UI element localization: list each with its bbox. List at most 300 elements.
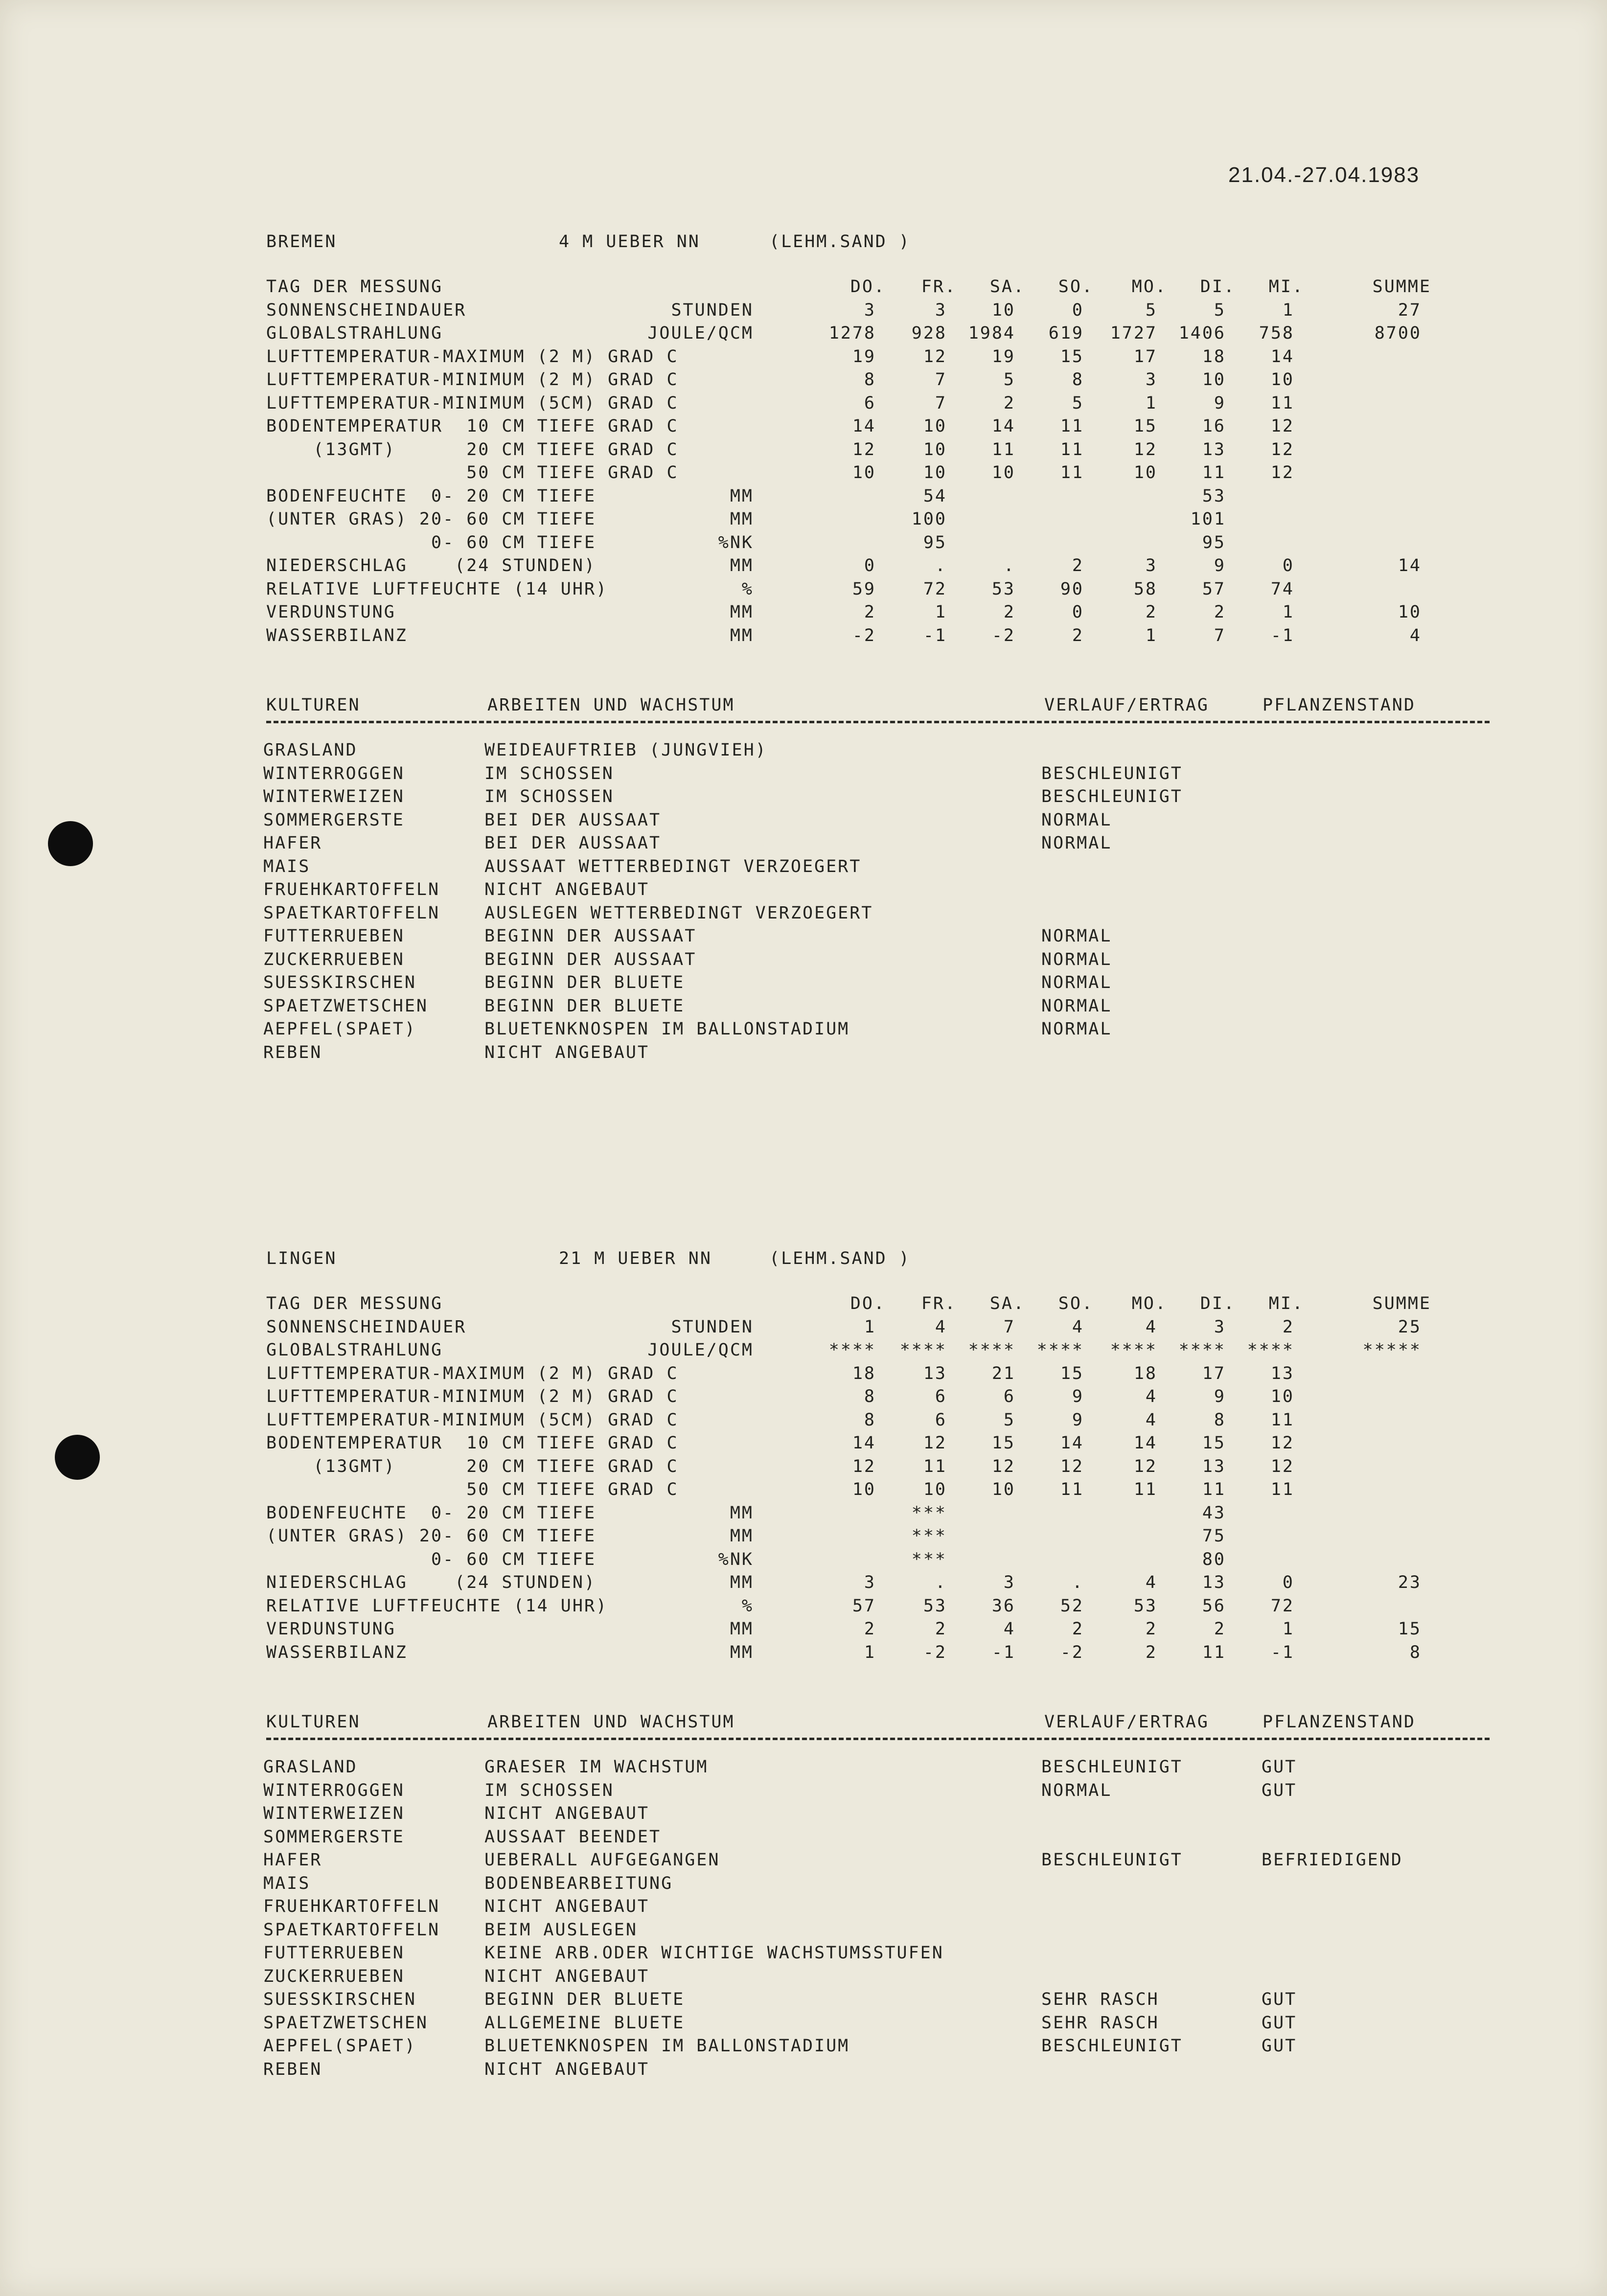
- value-cell: 9: [1214, 556, 1226, 575]
- value-cell: 6: [935, 1410, 947, 1430]
- value-cell: 12: [1133, 439, 1157, 459]
- value-cell: 10: [923, 1480, 947, 1499]
- value-cell: 11: [1060, 463, 1084, 482]
- value-cell: .: [935, 556, 947, 575]
- crops-header-arbeiten: ARBEITEN UND WACHSTUM: [487, 1712, 735, 1732]
- crop-work: ALLGEMEINE BLUETE: [484, 2013, 685, 2033]
- value-cell: 15: [1060, 1363, 1084, 1383]
- value-cell: 0: [1072, 300, 1084, 320]
- crop-name: HAFER: [263, 1850, 322, 1870]
- crop-course: BESCHLEUNIGT: [1041, 1757, 1183, 1777]
- day-header-5: MO.: [1131, 277, 1167, 297]
- sum-cell: 27: [1398, 300, 1422, 320]
- day-header-3: SA.: [989, 1294, 1025, 1313]
- value-cell: 2: [1145, 1619, 1157, 1639]
- crops-header-verlauf: VERLAUF/ERTRAG: [1044, 695, 1210, 715]
- crop-course: NORMAL: [1041, 949, 1112, 969]
- value-cell: 10: [852, 463, 876, 482]
- value-cell: 11: [923, 1456, 947, 1476]
- value-cell: 36: [991, 1596, 1015, 1616]
- value-cell: 7: [1214, 625, 1226, 645]
- crop-course: BESCHLEUNIGT: [1041, 787, 1183, 806]
- value-cell: 13: [1202, 1456, 1226, 1476]
- value-cell: 758: [1259, 323, 1294, 343]
- crop-name: FRUEHKARTOFFELN: [263, 880, 440, 899]
- value-cell: 95: [1202, 532, 1226, 552]
- value-cell: 1: [1145, 625, 1157, 645]
- crop-work: NICHT ANGEBAUT: [484, 1804, 650, 1823]
- row-label: LUFTTEMPERATUR-MINIMUM (5CM) GRAD C: [266, 1410, 679, 1430]
- measure-label: TAG DER MESSUNG: [266, 1294, 443, 1313]
- row-unit: MM: [730, 1526, 754, 1546]
- station-name: LINGEN: [266, 1249, 337, 1268]
- crop-work: BEI DER AUSSAAT: [484, 810, 662, 830]
- sum-header: SUMME: [1372, 277, 1431, 297]
- crop-stand: BEFRIEDIGEND: [1262, 1850, 1403, 1870]
- crop-course: BESCHLEUNIGT: [1041, 2036, 1183, 2056]
- value-cell: -2: [1060, 1642, 1084, 1662]
- value-cell: 2: [1214, 1619, 1226, 1639]
- station-soil: (LEHM.SAND ): [769, 1249, 911, 1268]
- row-unit: %NK: [718, 1549, 754, 1569]
- crop-work: KEINE ARB.ODER WICHTIGE WACHSTUMSSTUFEN: [484, 1943, 944, 1963]
- value-cell: 11: [1060, 1480, 1084, 1499]
- value-cell: 57: [852, 1596, 876, 1616]
- value-cell: 14: [1133, 1433, 1157, 1453]
- row-label: 0- 60 CM TIEFE: [266, 1549, 597, 1569]
- crops-header-stand: PFLANZENSTAND: [1263, 1712, 1416, 1732]
- crop-work: UEBERALL AUFGEGANGEN: [484, 1850, 720, 1870]
- value-cell: 12: [923, 1433, 947, 1453]
- value-cell: 2: [1282, 1317, 1294, 1337]
- row-unit: MM: [730, 486, 754, 506]
- value-cell: 5: [1003, 1410, 1015, 1430]
- value-cell: 74: [1270, 579, 1294, 599]
- sum-cell: 15: [1398, 1619, 1422, 1639]
- value-cell: 7: [1003, 1317, 1015, 1337]
- crop-name: MAIS: [263, 856, 311, 876]
- station-elevation: 21 M UEBER NN: [559, 1249, 712, 1268]
- crop-name: WINTERWEIZEN: [263, 787, 405, 806]
- value-cell: 13: [1202, 439, 1226, 459]
- value-cell: 11: [1133, 1480, 1157, 1499]
- sum-header: SUMME: [1372, 1294, 1431, 1313]
- value-cell: 12: [991, 1456, 1015, 1476]
- value-cell: 14: [1270, 346, 1294, 367]
- crop-name: SPAETZWETSCHEN: [263, 996, 429, 1016]
- crop-work: NICHT ANGEBAUT: [484, 1897, 650, 1916]
- crops-header-arbeiten: ARBEITEN UND WACHSTUM: [487, 695, 735, 715]
- value-cell: 14: [991, 416, 1015, 436]
- crop-work: NICHT ANGEBAUT: [484, 1966, 650, 1986]
- value-cell: 2: [864, 602, 876, 622]
- value-cell: 53: [991, 579, 1015, 599]
- value-cell: 53: [1202, 486, 1226, 506]
- value-cell: 4: [935, 1317, 947, 1337]
- value-cell: ****: [1178, 1340, 1226, 1360]
- value-cell: 12: [852, 1456, 876, 1476]
- crop-name: ZUCKERRUEBEN: [263, 949, 405, 969]
- value-cell: -2: [923, 1642, 947, 1662]
- value-cell: 12: [1133, 1456, 1157, 1476]
- crop-work: IM SCHOSSEN: [484, 1780, 614, 1800]
- row-label: SONNENSCHEINDAUER: [266, 300, 467, 320]
- crop-name: SUESSKIRSCHEN: [263, 973, 416, 992]
- value-cell: ****: [1036, 1340, 1084, 1360]
- value-cell: 13: [923, 1363, 947, 1383]
- value-cell: ****: [968, 1340, 1015, 1360]
- value-cell: 52: [1060, 1596, 1084, 1616]
- value-cell: ***: [911, 1549, 947, 1569]
- value-cell: 4: [1145, 1410, 1157, 1430]
- value-cell: 11: [1060, 416, 1084, 436]
- value-cell: 12: [923, 346, 947, 367]
- value-cell: 5: [1214, 300, 1226, 320]
- value-cell: 43: [1202, 1503, 1226, 1523]
- value-cell: 10: [923, 463, 947, 482]
- crop-name: GRASLAND: [263, 1757, 358, 1777]
- row-unit: MM: [730, 1619, 754, 1639]
- sum-cell: 10: [1398, 602, 1422, 622]
- row-label: VERDUNSTUNG: [266, 1619, 396, 1639]
- row-unit: JOULE/QCM: [647, 323, 754, 343]
- value-cell: 2: [1003, 393, 1015, 413]
- crops-header-verlauf: VERLAUF/ERTRAG: [1044, 1712, 1210, 1732]
- row-label: (UNTER GRAS) 20- 60 CM TIEFE: [266, 509, 597, 529]
- value-cell: 53: [1133, 1596, 1157, 1616]
- day-header-1: DO.: [850, 1294, 886, 1313]
- row-label: NIEDERSCHLAG (24 STUNDEN): [266, 1573, 597, 1592]
- crop-name: SOMMERGERSTE: [263, 810, 405, 830]
- value-cell: 1: [935, 602, 947, 622]
- station-name: BREMEN: [266, 232, 337, 252]
- value-cell: 11: [1270, 1480, 1294, 1499]
- crop-work: NICHT ANGEBAUT: [484, 2059, 650, 2079]
- crop-name: AEPFEL(SPAET): [263, 1019, 416, 1039]
- value-cell: 10: [1202, 370, 1226, 390]
- value-cell: 0: [864, 556, 876, 575]
- value-cell: 18: [1202, 346, 1226, 367]
- value-cell: 12: [1270, 1456, 1294, 1476]
- value-cell: 5: [1003, 370, 1015, 390]
- crop-work: BEGINN DER AUSSAAT: [484, 926, 697, 946]
- value-cell: 3: [1003, 1573, 1015, 1592]
- value-cell: 13: [1270, 1363, 1294, 1383]
- crop-course: NORMAL: [1041, 926, 1112, 946]
- value-cell: 15: [1060, 346, 1084, 367]
- row-label: GLOBALSTRAHLUNG: [266, 1340, 443, 1360]
- value-cell: 8: [1214, 1410, 1226, 1430]
- row-unit: %NK: [718, 532, 754, 552]
- crop-name: AEPFEL(SPAET): [263, 2036, 416, 2056]
- value-cell: 56: [1202, 1596, 1226, 1616]
- crop-name: SOMMERGERSTE: [263, 1827, 405, 1847]
- value-cell: 4: [1145, 1573, 1157, 1592]
- crop-stand: GUT: [1262, 1780, 1297, 1800]
- row-unit: JOULE/QCM: [647, 1340, 754, 1360]
- crop-name: SUESSKIRSCHEN: [263, 1990, 416, 2009]
- crop-name: WINTERROGGEN: [263, 763, 405, 783]
- value-cell: 0: [1072, 602, 1084, 622]
- row-label: LUFTTEMPERATUR-MAXIMUM (2 M) GRAD C: [266, 346, 679, 367]
- value-cell: 4: [1072, 1317, 1084, 1337]
- value-cell: 3: [935, 300, 947, 320]
- value-cell: 53: [923, 1596, 947, 1616]
- crop-course: NORMAL: [1041, 973, 1112, 992]
- value-cell: 8: [1072, 370, 1084, 390]
- value-cell: .: [1003, 556, 1015, 575]
- crop-work: BEGINN DER BLUETE: [484, 996, 685, 1016]
- punch-hole-lower: [55, 1435, 100, 1480]
- value-cell: 17: [1133, 346, 1157, 367]
- value-cell: 17: [1202, 1363, 1226, 1383]
- value-cell: 2: [1214, 602, 1226, 622]
- crop-name: SPAETZWETSCHEN: [263, 2013, 429, 2033]
- value-cell: 12: [1270, 439, 1294, 459]
- value-cell: 11: [1202, 463, 1226, 482]
- row-unit: MM: [730, 1573, 754, 1592]
- row-label: LUFTTEMPERATUR-MINIMUM (5CM) GRAD C: [266, 393, 679, 413]
- value-cell: 7: [935, 393, 947, 413]
- value-cell: 12: [1270, 463, 1294, 482]
- value-cell: 19: [852, 346, 876, 367]
- value-cell: 15: [1133, 416, 1157, 436]
- value-cell: 5: [1072, 393, 1084, 413]
- row-unit: MM: [730, 556, 754, 575]
- value-cell: 10: [852, 1480, 876, 1499]
- row-label: (UNTER GRAS) 20- 60 CM TIEFE: [266, 1526, 597, 1546]
- crop-name: SPAETKARTOFFELN: [263, 1920, 440, 1940]
- value-cell: 10: [923, 416, 947, 436]
- row-label: LUFTTEMPERATUR-MAXIMUM (2 M) GRAD C: [266, 1363, 679, 1383]
- value-cell: 0: [1282, 1573, 1294, 1592]
- value-cell: 10: [991, 1480, 1015, 1499]
- row-unit: STUNDEN: [671, 300, 754, 320]
- value-cell: 1727: [1110, 323, 1157, 343]
- value-cell: 11: [1270, 1410, 1294, 1430]
- day-header-7: MI.: [1268, 1294, 1304, 1313]
- crops-divider: [266, 721, 1490, 723]
- sum-cell: 8700: [1374, 323, 1422, 343]
- crop-course: BESCHLEUNIGT: [1041, 763, 1183, 783]
- crop-work: IM SCHOSSEN: [484, 763, 614, 783]
- value-cell: 2: [935, 1619, 947, 1639]
- value-cell: 10: [1270, 1387, 1294, 1406]
- crop-work: NICHT ANGEBAUT: [484, 1042, 650, 1062]
- row-unit: MM: [730, 602, 754, 622]
- value-cell: 1278: [828, 323, 876, 343]
- day-header-5: MO.: [1131, 1294, 1167, 1313]
- value-cell: 12: [852, 439, 876, 459]
- day-header-2: FR.: [921, 1294, 957, 1313]
- crop-stand: GUT: [1262, 2013, 1297, 2033]
- value-cell: 8: [864, 1410, 876, 1430]
- crop-course: NORMAL: [1041, 996, 1112, 1016]
- crop-work: AUSSAAT BEENDET: [484, 1827, 662, 1847]
- value-cell: 1: [864, 1642, 876, 1662]
- value-cell: 15: [991, 1433, 1015, 1453]
- row-label: BODENFEUCHTE 0- 20 CM TIEFE: [266, 1503, 597, 1523]
- value-cell: 3: [1145, 556, 1157, 575]
- value-cell: 12: [1060, 1456, 1084, 1476]
- value-cell: 11: [991, 439, 1015, 459]
- value-cell: 95: [923, 532, 947, 552]
- value-cell: 2: [864, 1619, 876, 1639]
- row-label: SONNENSCHEINDAUER: [266, 1317, 467, 1337]
- sum-cell: 23: [1398, 1573, 1422, 1592]
- value-cell: 15: [1202, 1433, 1226, 1453]
- row-label: BODENTEMPERATUR 10 CM TIEFE GRAD C: [266, 416, 679, 436]
- value-cell: 3: [864, 300, 876, 320]
- value-cell: 0: [1282, 556, 1294, 575]
- value-cell: 57: [1202, 579, 1226, 599]
- row-unit: MM: [730, 509, 754, 529]
- value-cell: -1: [923, 625, 947, 645]
- crop-work: BEIM AUSLEGEN: [484, 1920, 638, 1940]
- value-cell: 59: [852, 579, 876, 599]
- value-cell: ***: [911, 1503, 947, 1523]
- crop-stand: GUT: [1262, 1990, 1297, 2009]
- row-label: LUFTTEMPERATUR-MINIMUM (2 M) GRAD C: [266, 370, 679, 390]
- value-cell: 9: [1072, 1410, 1084, 1430]
- crop-work: BEGINN DER BLUETE: [484, 973, 685, 992]
- crop-work: BLUETENKNOSPEN IM BALLONSTADIUM: [484, 2036, 850, 2056]
- crops-header-stand: PFLANZENSTAND: [1263, 695, 1416, 715]
- station-soil: (LEHM.SAND ): [769, 232, 911, 252]
- day-header-3: SA.: [989, 277, 1025, 297]
- day-header-7: MI.: [1268, 277, 1304, 297]
- value-cell: 54: [923, 486, 947, 506]
- value-cell: 1: [1282, 1619, 1294, 1639]
- value-cell: 1: [1282, 602, 1294, 622]
- crop-course: NORMAL: [1041, 810, 1112, 830]
- value-cell: 4: [1003, 1619, 1015, 1639]
- value-cell: ****: [1110, 1340, 1157, 1360]
- crop-work: WEIDEAUFTRIEB (JUNGVIEH): [484, 740, 767, 760]
- value-cell: 14: [852, 416, 876, 436]
- row-unit: MM: [730, 1642, 754, 1662]
- value-cell: 10: [923, 439, 947, 459]
- row-label: LUFTTEMPERATUR-MINIMUM (2 M) GRAD C: [266, 1387, 679, 1406]
- row-unit: STUNDEN: [671, 1317, 754, 1337]
- crops-divider: [266, 1738, 1490, 1740]
- crop-name: ZUCKERRUEBEN: [263, 1966, 405, 1986]
- value-cell: 16: [1202, 416, 1226, 436]
- row-label: BODENFEUCHTE 0- 20 CM TIEFE: [266, 486, 597, 506]
- crop-course: SEHR RASCH: [1041, 1990, 1159, 2009]
- value-cell: -1: [1270, 1642, 1294, 1662]
- value-cell: 1406: [1178, 323, 1226, 343]
- value-cell: 6: [935, 1387, 947, 1406]
- row-unit: MM: [730, 1503, 754, 1523]
- row-label: RELATIVE LUFTFEUCHTE (14 UHR): [266, 1596, 608, 1616]
- value-cell: 7: [935, 370, 947, 390]
- crop-work: BODENBEARBEITUNG: [484, 1873, 673, 1893]
- value-cell: 8: [864, 370, 876, 390]
- row-label: (13GMT) 20 CM TIEFE GRAD C: [266, 439, 679, 459]
- row-label: BODENTEMPERATUR 10 CM TIEFE GRAD C: [266, 1433, 679, 1453]
- value-cell: 12: [1270, 416, 1294, 436]
- row-label: 0- 60 CM TIEFE: [266, 532, 597, 552]
- value-cell: 58: [1133, 579, 1157, 599]
- row-label: WASSERBILANZ: [266, 1642, 408, 1662]
- day-header-6: DI.: [1200, 1294, 1236, 1313]
- crop-name: HAFER: [263, 833, 322, 853]
- station-elevation: 4 M UEBER NN: [559, 232, 700, 252]
- value-cell: 2: [1145, 1642, 1157, 1662]
- value-cell: 6: [864, 393, 876, 413]
- value-cell: ***: [911, 1526, 947, 1546]
- value-cell: 75: [1202, 1526, 1226, 1546]
- value-cell: ****: [1247, 1340, 1294, 1360]
- crop-name: FRUEHKARTOFFELN: [263, 1897, 440, 1916]
- value-cell: 21: [991, 1363, 1015, 1383]
- value-cell: 1984: [968, 323, 1015, 343]
- value-cell: 1: [1145, 393, 1157, 413]
- value-cell: 11: [1202, 1642, 1226, 1662]
- crop-work: IM SCHOSSEN: [484, 787, 614, 806]
- value-cell: 6: [1003, 1387, 1015, 1406]
- crop-course: NORMAL: [1041, 833, 1112, 853]
- day-header-2: FR.: [921, 277, 957, 297]
- value-cell: 11: [1270, 393, 1294, 413]
- crop-stand: GUT: [1262, 1757, 1297, 1777]
- crops-header-kulturen: KULTUREN: [266, 695, 361, 715]
- day-header-1: DO.: [850, 277, 886, 297]
- crop-name: REBEN: [263, 1042, 322, 1062]
- crop-course: BESCHLEUNIGT: [1041, 1850, 1183, 1870]
- value-cell: 14: [852, 1433, 876, 1453]
- value-cell: 72: [1270, 1596, 1294, 1616]
- crop-work: BLUETENKNOSPEN IM BALLONSTADIUM: [484, 1019, 850, 1039]
- crop-work: AUSLEGEN WETTERBEDINGT VERZOEGERT: [484, 903, 873, 923]
- value-cell: 619: [1048, 323, 1084, 343]
- crop-work: AUSSAAT WETTERBEDINGT VERZOEGERT: [484, 856, 862, 876]
- value-cell: 10: [1133, 463, 1157, 482]
- crop-name: MAIS: [263, 1873, 311, 1893]
- value-cell: 12: [1270, 1433, 1294, 1453]
- value-cell: -1: [991, 1642, 1015, 1662]
- sum-cell: 25: [1398, 1317, 1422, 1337]
- value-cell: ****: [899, 1340, 947, 1360]
- crop-course: NORMAL: [1041, 1019, 1112, 1039]
- crop-name: REBEN: [263, 2059, 322, 2079]
- value-cell: 100: [911, 509, 947, 529]
- measure-label: TAG DER MESSUNG: [266, 277, 443, 297]
- value-cell: 9: [1214, 393, 1226, 413]
- value-cell: ****: [828, 1340, 876, 1360]
- crop-name: GRASLAND: [263, 740, 358, 760]
- sum-cell: *****: [1362, 1340, 1422, 1360]
- row-label: RELATIVE LUFTFEUCHTE (14 UHR): [266, 579, 608, 599]
- row-label: VERDUNSTUNG: [266, 602, 396, 622]
- punch-hole-upper: [48, 821, 93, 866]
- value-cell: 4: [1145, 1317, 1157, 1337]
- row-unit: %: [741, 1596, 754, 1616]
- value-cell: 18: [1133, 1363, 1157, 1383]
- row-label: (13GMT) 20 CM TIEFE GRAD C: [266, 1456, 679, 1476]
- value-cell: .: [935, 1573, 947, 1592]
- value-cell: 928: [911, 323, 947, 343]
- value-cell: 90: [1060, 579, 1084, 599]
- value-cell: 9: [1214, 1387, 1226, 1406]
- sum-cell: 14: [1398, 556, 1422, 575]
- crops-header-kulturen: KULTUREN: [266, 1712, 361, 1732]
- value-cell: 1: [1282, 300, 1294, 320]
- value-cell: -2: [852, 625, 876, 645]
- value-cell: 10: [1270, 370, 1294, 390]
- value-cell: 101: [1190, 509, 1226, 529]
